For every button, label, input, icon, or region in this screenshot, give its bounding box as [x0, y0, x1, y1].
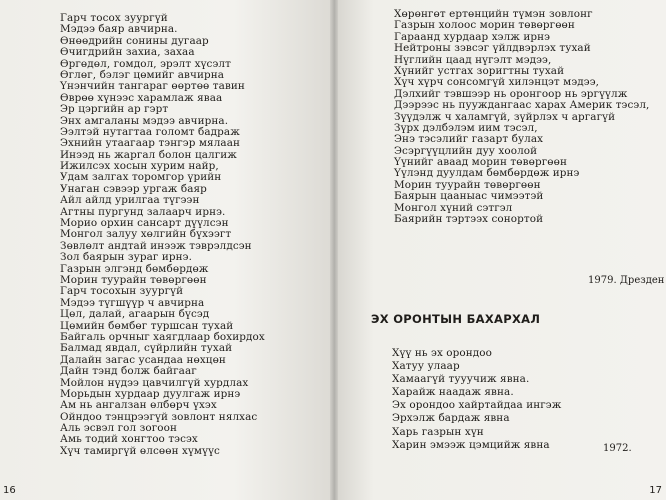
- poem-line: Нүглийн цаад нүгэлт мэдээ,: [394, 53, 552, 66]
- poem-line: Зөвлөлт андтай инээж тэврэлдсэн: [60, 239, 252, 252]
- poem-line: Мэдээ баяр авчирна.: [60, 23, 178, 36]
- poem-line: Цөмийн бөмбөг туршсан тухай: [60, 319, 234, 332]
- poem-line: Хүч хүрч сонсомгүй хилэнцэт мэдээ,: [394, 76, 600, 89]
- poem-line: Үүлэнд дуулдам бөмбөрдөж ирнэ: [394, 167, 580, 180]
- poem-line: Нейтроны зэвсэг үйлдвэрлэх тухай: [394, 42, 591, 55]
- right-poem-lines: [394, 9, 649, 225]
- poem-line: Үнэнчийн тангараг өөртөө тавин: [60, 80, 245, 93]
- poem-line: Энэ тэсэлийг газарт булах: [394, 133, 544, 146]
- poem-line: Мэдээ түгшүүр ч авчирна: [60, 296, 205, 309]
- poem-line: Удам залгах торомгор үрийн: [60, 171, 222, 184]
- poem-line: Эсэргүүцлийн дуу хоолой: [394, 144, 538, 157]
- poem-line: Морио орхин сансарт дүүлсэн: [60, 217, 229, 230]
- poem-line: Цөл, далай, агаарын бүсэд: [60, 308, 210, 321]
- poem-line: Эрхэлж бардаж явна: [392, 412, 510, 425]
- left-poem-lines: [60, 13, 265, 457]
- poem-line: Дээрээс нь пууждангаас харах Америк тэсэл,: [394, 99, 650, 112]
- poem-line: Аль эсвэл гол зогоон: [60, 422, 178, 435]
- poem-line: Балмад явдал, сүйрлийн тухай: [60, 342, 233, 355]
- poem-line: Өврөө хүнээс харамлаж яваа: [60, 91, 223, 104]
- poem-line: Өчигдрийн захиа, захаа: [60, 46, 195, 59]
- poem-line: Зол баярын зураг ирнэ.: [60, 251, 192, 264]
- poem-line: Хатуу улаар: [392, 360, 460, 373]
- second-poem-lines: [392, 347, 561, 452]
- poem-line: Монгол залуу хөлгийн бүхээгт: [60, 228, 232, 241]
- poem-line: Хүнийг устгах зоригтны тухай: [394, 64, 565, 77]
- poem-line: Эр цэргийн ар гэрт: [60, 103, 169, 116]
- poem-line: Зүрх дэлбэлэм иим тэсэл,: [394, 121, 538, 134]
- book-gutter: [330, 0, 338, 500]
- poem-line: Агтны пургунд залаарч ирнэ.: [60, 205, 226, 218]
- poem-line: Үүнийг аваад морин төвөргөөн: [394, 156, 567, 169]
- poem-line: Газрын холоос морин төвөргөөн: [394, 19, 575, 32]
- poem-line: Унаган сэвээр ургаж баяр: [60, 182, 207, 195]
- poem-line: Эхнийн утаагаар тэнгэр мялаан: [60, 137, 241, 150]
- poem-line: Харь газрын хүн: [392, 425, 484, 438]
- poem-line: Гарч тосох зуургүй: [60, 12, 168, 24]
- poem-line: Энх амгаланы мэдээ авчирна.: [60, 114, 229, 127]
- poem-signoff-date-place: 1979. Дрезден: [588, 275, 665, 286]
- poem-line: Далайн загас усандаа нөхцөн: [60, 353, 226, 366]
- poem-line: Харайж наадаж явна.: [392, 386, 514, 399]
- poem-line: Эх орондоо хайртайдаа ингэж: [392, 399, 562, 412]
- poem-line: Инээд нь жаргал болон цалгиж: [60, 148, 237, 161]
- poem-line: Хүч тамиргүй өлсөөн хүмүүс: [60, 444, 220, 457]
- poem-line: Хүү нь эх орондоо: [392, 347, 493, 359]
- poem-line: Өглөг, бэлэг цөмийг авчирна: [60, 68, 225, 81]
- poem-line: Морьдын хурдаар дуулгаж ирнэ: [60, 387, 241, 400]
- poem-line: Амь тодий хонгтоо тэсэх: [60, 433, 198, 446]
- poem-title: ЭХ ОРОНТЫН БАХАРХАЛ: [371, 312, 541, 326]
- poem-line: Газрын элгэнд бөмбөрдөж: [60, 262, 209, 275]
- poem-line: Өнөөдрийн сонины дугаар: [60, 34, 209, 47]
- poem-line: Ээлтэй нутагтаа голомт бадраж: [60, 125, 240, 138]
- poem-line: Баярын цааныас чимээтэй: [394, 190, 544, 203]
- right-page: [334, 0, 666, 500]
- poem-line: Зүүдэлж ч халамгүй, зүйрлэх ч аргагүй: [394, 110, 616, 123]
- poem-line: Баярийн тэртээх сонортой: [394, 213, 544, 226]
- page-number-left: 16: [3, 485, 16, 496]
- poem-line: Хамаагүй тууучиж явна.: [392, 373, 530, 386]
- poem-line: Ижилсэх хосын хурим найр,: [60, 160, 219, 173]
- poem-line: Ам нь ангалзан өлбөрч үхэх: [60, 399, 217, 412]
- poem-line: Дайн тэнд болж байгааг: [60, 365, 197, 378]
- poem-line: Дэлхийг тэвшээр нь оронгоор нь эргүүлж: [394, 87, 628, 100]
- poem-line: Мойлон нүдээ цавчилгүй хурдлах: [60, 376, 249, 389]
- poem-line: Харин эмээж цэмцийж явна: [392, 438, 550, 451]
- poem-line: Монгол хүний сэтгэл: [394, 201, 513, 214]
- page-number-right: 17: [649, 485, 662, 496]
- poem-line: Гараанд хурдаар хэлж ирнэ: [394, 30, 551, 43]
- poem-line: Ойндоо тэнцрээгүй зовлонт нялхас: [60, 410, 258, 423]
- poem-line: Өргөдөл, гомдол, эрэлт хүсэлт: [60, 57, 231, 70]
- poem-line: Морин туурайн төвөргөөн: [394, 178, 541, 191]
- poem-line: Байгаль орчныг хаягдлаар бохирдох: [60, 330, 265, 343]
- poem-line: Айл айлд урилгаа түгээн: [60, 194, 200, 207]
- poem-line: Гарч тосохын зуургүй: [60, 285, 184, 298]
- poem-line: Морин туурайн төвөргөөн: [60, 273, 207, 286]
- poem-signoff-year: 1972.: [603, 443, 632, 454]
- poem-line: Хөрөнгөт ертөнцийн түмэн зовлонг: [394, 8, 593, 20]
